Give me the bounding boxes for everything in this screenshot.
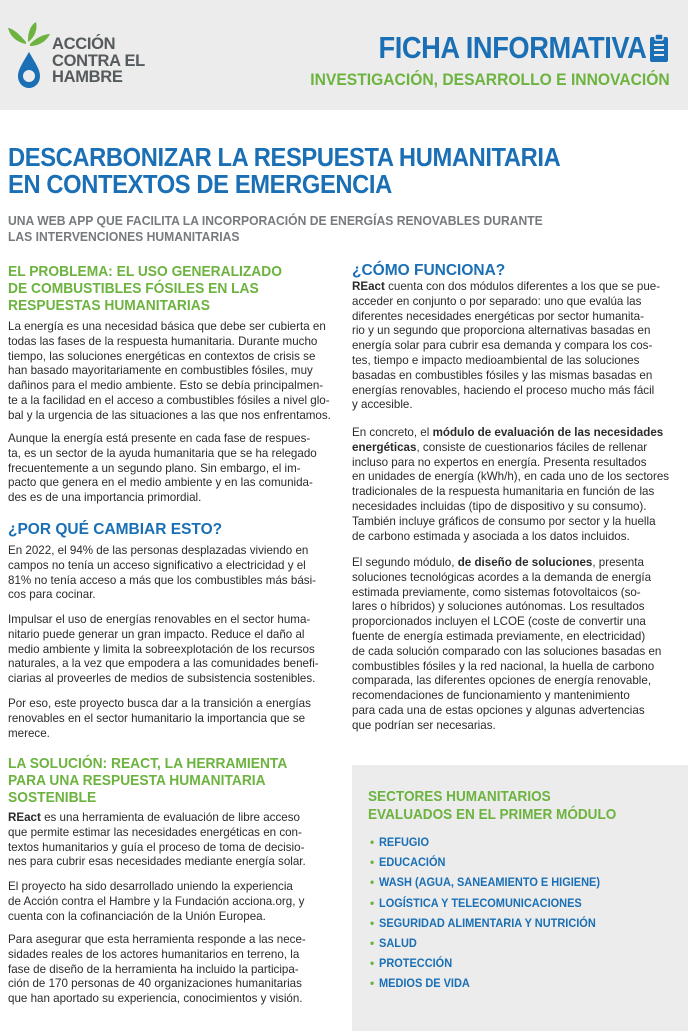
text-line: , presenta	[592, 556, 644, 569]
clipboard-icon	[648, 33, 670, 63]
title-line-1: DESCARBONIZAR LA RESPUESTA HUMANITARIA	[8, 144, 561, 172]
text-line: es una herramienta de evaluación de libre acceso	[40, 811, 300, 824]
header-band	[0, 0, 688, 110]
bullet-icon: •	[370, 895, 375, 910]
page-subtitle	[8, 213, 678, 244]
text-line: merece.	[8, 726, 50, 740]
how-paragraph-2	[352, 426, 669, 544]
text-line: te a la facilidad en el acceso a combustibles fósiles a nivel glo-	[8, 393, 330, 407]
text-line: tradicionales de la respuesta humanitaria en función de las	[352, 485, 655, 499]
subtitle-line-2: LAS INTERVENCIONES HUMANITARIAS	[8, 228, 240, 244]
module-2-bold: de diseño de soluciones	[457, 556, 593, 569]
text-line: cuenta con la cofinanciación de la Unión Europea.	[8, 909, 266, 923]
bullet-icon: •	[370, 976, 375, 991]
text-line: renovables en el sector humanitario la importancia que se	[8, 711, 306, 725]
solution-heading	[8, 755, 312, 806]
module-1-bold: energéticas	[352, 440, 417, 454]
text-line: acceder en conjunto o por separado: uno que evalúa las	[352, 294, 642, 308]
text-line: ción de 170 personas de 40 organizaciones humanitarias	[8, 977, 302, 991]
sectors-box-title	[368, 789, 635, 824]
sector-label: PROTECCIÓN	[379, 956, 453, 971]
solution-paragraph-2	[8, 880, 304, 924]
why-paragraph-3	[8, 697, 311, 741]
text-line: de Acción contra el Hambre y la Fundación acciona.org, y	[8, 894, 305, 908]
text-line: bal y la urgencia de las situaciones a las que nos enfrentamos.	[8, 408, 331, 422]
problem-heading	[8, 263, 306, 314]
text-line: des es de una importancia primordial.	[8, 491, 202, 505]
text-line: dañinos para el medio ambiente. Esto se debía principalmen-	[8, 379, 324, 393]
text-line: de carbono estimada y asociada a los datos incluidos.	[352, 529, 630, 543]
text-line: pacto que genera en el medio ambiente y en las comunida-	[8, 476, 313, 490]
text-line: Por eso, este proyecto busca dar a la transición a energías	[8, 697, 311, 710]
ficha-subtitle: INVESTIGACIÓN, DESARROLLO E INNOVACIÓN	[310, 70, 670, 89]
logo-line-1: ACCIÓN	[52, 35, 116, 53]
heading-line: EVALUADOS EN EL PRIMER MÓDULO	[368, 806, 617, 823]
text-line: necesidades incluidas (tipo de dispositivo y su consumo).	[352, 499, 647, 513]
text-line: En concreto, el	[352, 426, 433, 439]
problem-paragraph-1	[8, 320, 331, 424]
text-line: de cada solución comparado con las soluciones basadas en	[352, 644, 662, 658]
text-line: rio y un segundo que proporciona alternativas basadas en	[352, 324, 651, 338]
text-line: ciarias al proveerles de medios de subsistencia sostenibles.	[8, 672, 316, 686]
ficha-title: FICHA INFORMATIVA	[378, 30, 646, 65]
text-line: que han aportado su experiencia, conocimientos y visión.	[8, 992, 303, 1006]
solution-paragraph-1	[8, 811, 306, 870]
text-line: estimada previamente, como sistemas fotovoltaicos (so-	[352, 585, 641, 599]
text-line: naturales, a la vez que empodera a las comunidades benefi-	[8, 657, 319, 671]
logo-line-3: HAMBRE	[52, 68, 123, 86]
module-1-bold: módulo de evaluación de las necesidades	[432, 426, 664, 439]
text-line: basadas en combustibles fósiles y las mismas basadas en	[352, 368, 653, 382]
text-line: combustibles fósiles y la red nacional, la huella de carbono	[352, 659, 655, 673]
heading-line: EL PROBLEMA: EL USO GENERALIZADO	[8, 263, 282, 280]
sector-label: EDUCACIÓN	[379, 855, 446, 870]
text-line: que permite estimar las necesidades energéticas en con-	[8, 825, 302, 839]
text-line: fuente de energía estimada previamente, en electricidad)	[352, 629, 646, 643]
text-line: En 2022, el 94% de las personas desplazadas viviendo en	[8, 544, 309, 557]
bullet-icon: •	[370, 875, 375, 890]
sector-label: REFUGIO	[379, 835, 429, 849]
how-paragraph-3	[352, 556, 661, 734]
heading-line: PARA UNA RESPUESTA HUMANITARIA	[8, 772, 266, 789]
sectors-box	[352, 765, 688, 1031]
text-line: El segundo módulo,	[352, 556, 458, 569]
title-line-2: EN CONTEXTOS DE EMERGENCIA	[8, 171, 392, 199]
why-paragraph-1	[8, 544, 316, 603]
how-heading: ¿CÓMO FUNCIONA?	[352, 262, 506, 279]
text-line: fase de diseño de la herramienta ha incluido la participa-	[8, 962, 299, 976]
bullet-icon: •	[370, 936, 375, 951]
sector-label: SALUD	[379, 936, 417, 951]
heading-line: RESPUESTAS HUMANITARIAS	[8, 297, 210, 314]
why-paragraph-2	[8, 613, 319, 687]
text-line: proporcionados incluyen el LCOE (coste de convertir una	[352, 615, 646, 629]
bullet-icon: •	[370, 956, 375, 971]
text-line: nes para cubrir esas necesidades mediante energía solar.	[8, 855, 306, 869]
text-line: medio ambiente y limita la sobreexplotación de los recursos	[8, 642, 315, 656]
list-item	[370, 872, 625, 892]
text-line: campos no tenía un acceso significativo a electricidad y el	[8, 558, 306, 572]
sector-list	[370, 832, 625, 994]
heading-line: LA SOLUCIÓN: REACT, LA HERRAMIENTA	[8, 755, 288, 772]
sector-label: SEGURIDAD ALIMENTARIA Y NUTRICIÓN	[379, 915, 596, 930]
text-line: Para asegurar que esta herramienta responde a las nece-	[8, 933, 306, 946]
problem-paragraph-2	[8, 432, 317, 506]
text-line: en unidades de energía (kWh/h), en cada uno de los sectores	[352, 470, 670, 484]
text-line: comparada, las diferentes opciones de energía renovable,	[352, 674, 652, 688]
sector-label: LOGÍSTICA Y TELECOMUNICACIONES	[379, 895, 582, 910]
logo-wordmark	[52, 36, 145, 86]
text-line: lares o híbridos) y soluciones autónomas. Los resultados	[352, 600, 645, 614]
text-line: También incluye gráficos de consumo por sector y la huella	[352, 514, 656, 528]
text-line: todas las fases de la respuesta humanitaria. Durante mucho	[8, 334, 318, 348]
text-line: tiempo, las soluciones energéticas en contextos de crisis se	[8, 349, 316, 363]
text-line: que podrían ser necesarias.	[352, 718, 496, 732]
how-paragraph-1	[352, 280, 660, 413]
react-bold: REact	[352, 280, 385, 293]
text-line: cos para cocinar.	[8, 588, 96, 602]
text-line: sidades reales de los actores humanitarios en terreno, la	[8, 947, 300, 961]
heading-line: SOSTENIBLE	[8, 789, 97, 806]
sector-label: WASH (AGUA, SANEAMIENTO E HIGIENE)	[379, 875, 601, 890]
list-item	[370, 953, 625, 973]
list-item	[370, 933, 625, 953]
text-line: para cada una de estas opciones y algunas advertencias	[352, 703, 645, 717]
subtitle-line-1: UNA WEB APP QUE FACILITA LA INCORPORACIÓN DE ENERGÍAS RENOVABLES DURANTE	[8, 213, 543, 228]
bullet-icon: •	[370, 835, 375, 849]
text-line: soluciones tecnológicas acordes a la demanda de energía	[352, 570, 652, 584]
solution-paragraph-3	[8, 933, 306, 1007]
text-line: y accesible.	[352, 398, 413, 412]
text-line: tes, tiempo e impacto medioambiental de las soluciones	[352, 353, 640, 367]
text-line: , consiste de cuestionarios fáciles de rellenar	[416, 440, 648, 454]
text-line: han basado mayoritariamente en combustibles fósiles, muy	[8, 364, 313, 378]
text-line: El proyecto ha sido desarrollado uniendo la experiencia	[8, 880, 293, 893]
text-line: diferentes necesidades energéticas por sector humanita-	[352, 309, 644, 323]
sector-label: MEDIOS DE VIDA	[379, 976, 470, 991]
list-item	[370, 893, 625, 913]
text-line: cuenta con dos módulos diferentes a los que se pue-	[384, 280, 661, 293]
bullet-icon: •	[370, 855, 375, 870]
list-item	[370, 832, 625, 852]
heading-line: SECTORES HUMANITARIOS	[368, 789, 551, 805]
text-line: recomendaciones de funcionamiento y mantenimiento	[352, 689, 630, 703]
text-line: Aunque la energía está presente en cada fase de respues-	[8, 432, 311, 445]
text-line: La energía es una necesidad básica que debe ser cubierta en	[8, 320, 326, 333]
text-line: 81% no tenía acceso a más que los combustibles más bási-	[8, 573, 317, 587]
text-line: energía solar para cubrir esa demanda y compara los cos-	[352, 339, 653, 353]
page-title	[8, 145, 678, 199]
why-heading: ¿POR QUÉ CAMBIAR ESTO?	[8, 521, 223, 538]
list-item	[370, 913, 625, 933]
text-line: incluso para no expertos en energía. Presenta resultados	[352, 455, 647, 469]
list-item	[370, 973, 625, 993]
bullet-icon: •	[370, 915, 375, 930]
heading-line: DE COMBUSTIBLES FÓSILES EN LAS	[8, 280, 259, 297]
text-line: nitario puede generar un gran impacto. Reduce el daño al	[8, 627, 305, 641]
list-item	[370, 852, 625, 872]
text-line: textos humanitarios y guía el proceso de toma de decisio-	[8, 840, 305, 854]
react-bold: REact	[8, 811, 41, 824]
text-line: Impulsar el uso de energías renovables en el sector huma-	[8, 613, 311, 626]
text-line: frecuentemente a un segundo plano. Sin embargo, el im-	[8, 461, 301, 475]
text-line: energías renovables, haciendo el proceso mucho más fácil	[352, 383, 655, 397]
logo-line-2: CONTRA EL	[52, 51, 145, 70]
text-line: ta, es un sector de la ayuda humanitaria que se ha relegado	[8, 446, 317, 460]
